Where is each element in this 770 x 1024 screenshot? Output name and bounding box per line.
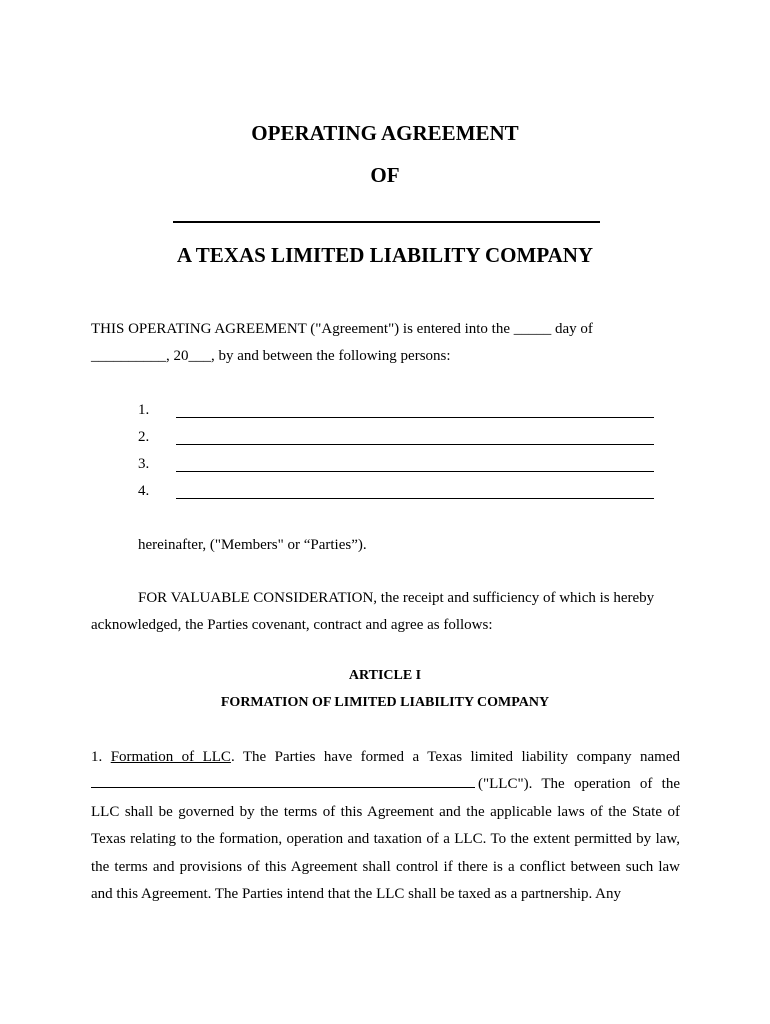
document-subtitle: A TEXAS LIMITED LIABILITY COMPANY (176, 243, 594, 267)
member-number: 3. (138, 456, 150, 472)
intro-line-2: __________, 20___, by and between the following persons: (91, 348, 451, 364)
member-number: 1. (138, 402, 150, 418)
hereinafter-text: hereinafter, ("Members" or “Parties”). (138, 537, 367, 553)
member-number: 4. (138, 483, 150, 499)
formation-paragraph (91, 744, 680, 908)
consideration-paragraph: FOR VALUABLE CONSIDERATION, the receipt and sufficiency of which is hereby acknowledged, the Parties covenant, contract and agree as follows: (91, 590, 655, 633)
section-lead: . The Parties have formed a Texas limited liability company named (230, 749, 680, 765)
section-heading: Formation of LLC (110, 749, 231, 765)
member-number: 2. (138, 429, 150, 445)
section-body: ("LLC"). The operation of the LLC shall be governed by the terms of this Agreement and the applicable laws of the State of Texas relating to the formation, operation and taxation of a LLC. To the extent permitted by law, the terms and provisions of this Agreement shall control if there is a conflict between such law and this Agreement. The Parties intend that the LLC shall be taxed as a partnership. Any (91, 776, 680, 903)
section-number: 1. (91, 749, 103, 765)
member-name-blank[interactable] (176, 498, 654, 499)
member-name-blank[interactable] (176, 417, 654, 418)
member-name-blank[interactable] (176, 444, 654, 445)
intro-paragraph (91, 316, 680, 370)
intro-line-1: THIS OPERATING AGREEMENT ("Agreement") is entered into the _____ day of (91, 321, 593, 337)
article-number: ARTICLE I (348, 668, 422, 683)
document-title: OPERATING AGREEMENT (251, 121, 519, 145)
document-title-of: OF (370, 163, 400, 187)
member-name-blank[interactable] (176, 471, 654, 472)
llc-name-blank[interactable] (91, 773, 475, 788)
article-title: FORMATION OF LIMITED LIABILITY COMPANY (220, 695, 550, 710)
company-name-blank[interactable] (173, 221, 600, 223)
